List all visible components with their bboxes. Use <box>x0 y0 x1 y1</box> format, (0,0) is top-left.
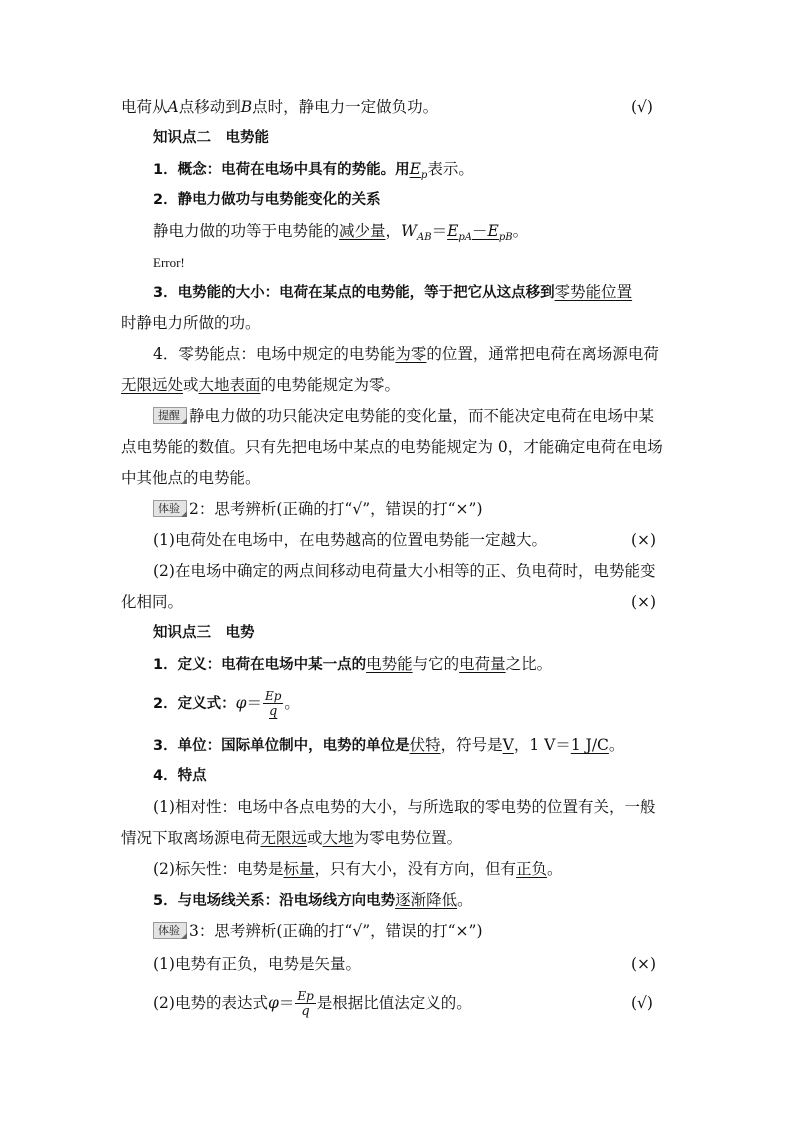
paragraph-line <box>153 858 563 880</box>
text: 的电势能规定为零。 <box>260 376 401 394</box>
underlined-answer: 电荷量 <box>459 655 506 673</box>
formula-line <box>153 220 528 249</box>
note-line <box>153 405 654 427</box>
underlined-answer: 正负 <box>516 860 548 878</box>
text: ＝ <box>278 994 295 1012</box>
exercise-item: (1)电势有正负，电势是矢量。 <box>153 955 361 973</box>
underlined-answer: 零势能位置 <box>554 283 633 301</box>
ep-symbol: $E_p$ <box>409 160 428 181</box>
subscript: AB <box>416 232 432 243</box>
text: ， <box>385 222 402 240</box>
answer-mark: (×) <box>631 593 657 611</box>
paragraph-line <box>153 281 632 304</box>
underlined-answer: 标量 <box>283 860 315 878</box>
text: 1．定义：电荷在电场中某一点的 <box>153 657 367 673</box>
exercise-item <box>153 988 472 1020</box>
note-line: 点电势能的数值。只有先把电场中某点的电势能规定为 0，才能确定电荷在电场 <box>121 438 663 456</box>
text: 的位置，通常把电荷在离场源电荷 <box>426 345 659 363</box>
text: 之比。 <box>505 655 553 673</box>
underlined-answer: 无限远 <box>260 829 308 847</box>
text: 3：思考辨析(正确的打“√”，错误的打“×”) <box>189 922 483 940</box>
w-symbol: W <box>401 222 417 240</box>
note-line: 中其他点的电势能。 <box>121 469 261 487</box>
underlined-answer: 无限远处 <box>121 376 184 394</box>
text: 。 <box>608 736 625 754</box>
text: (2)标矢性：电势是 <box>153 860 284 878</box>
text: ＝ <box>431 222 448 240</box>
underlined-answer: 大地表面 <box>198 376 261 394</box>
text: 为零电势位置。 <box>353 829 463 847</box>
underlined-answer: 大地 <box>322 829 354 847</box>
text: 是根据比值法定义的。 <box>316 994 472 1012</box>
text: 4．零势能点：电场中规定的电势能 <box>153 345 396 363</box>
phi-symbol: φ <box>235 694 247 712</box>
text: 。 <box>512 222 529 240</box>
text: (2)电势的表达式 <box>153 994 268 1012</box>
paragraph-line <box>121 374 400 396</box>
statement-line <box>121 96 438 118</box>
text: 静电力做的功只能决定电势能的变化量，而不能决定电荷在电场中某 <box>189 407 655 425</box>
point-a: A <box>167 98 179 116</box>
underlined-answer: V <box>502 736 514 754</box>
error-text: Error! <box>153 255 185 270</box>
fraction: $\frac{Ep}{q}$ <box>264 688 282 719</box>
formula-line <box>153 688 300 720</box>
exercise-heading <box>153 920 483 942</box>
underlined-answer: 减少量 <box>339 222 386 240</box>
point-b: B <box>240 98 253 116</box>
text: ，只有大小，没有方向，但有 <box>314 860 516 878</box>
paragraph-line: (1)相对性：电场中各点电势的大小，与所选取的零电势的位置有关，一般 <box>153 798 656 816</box>
underlined-answer: 逐渐降低 <box>395 891 458 909</box>
phi-symbol: φ <box>267 994 279 1012</box>
text: 3．单位：国际单位制中，电势的单位是 <box>153 738 410 754</box>
answer-mark: (×) <box>631 955 657 973</box>
definition-line <box>153 653 552 676</box>
text: ，符号是 <box>440 736 503 754</box>
formula-answer: $E_{pA}-E_{pB}$ <box>447 222 513 243</box>
underlined-answer: 伏特 <box>409 736 441 754</box>
paragraph-line <box>153 343 659 365</box>
section-heading: 知识点二 电势能 <box>153 130 269 146</box>
paragraph-line <box>153 889 473 912</box>
text: ＝ <box>246 694 262 712</box>
text: 2．定义式： <box>153 696 236 712</box>
answer-mark: (√) <box>631 994 653 1012</box>
experience-tag: 体验 <box>153 500 187 517</box>
text: 。 <box>547 860 563 878</box>
underlined-answer: 电势能 <box>366 655 413 673</box>
underlined-answer: 为零 <box>395 345 427 363</box>
text: 点时，静电力一定做负功。 <box>252 98 439 116</box>
text: 静电力做的功等于电势能的 <box>153 222 340 240</box>
unit-line <box>153 734 624 757</box>
exercise-item: (1)电荷处在电场中，在电势越高的位置电势能一定越大。 <box>153 531 547 549</box>
underlined-answer: 1 J/C <box>570 736 609 754</box>
text: ，1 V＝ <box>513 736 571 754</box>
text: 5．与电场线关系：沿电场线方向电势 <box>153 893 396 909</box>
text: 情况下取离场源电荷 <box>121 829 261 847</box>
text: 3．电势能的大小：电荷在某点的电势能，等于把它从这点移到 <box>153 285 555 301</box>
concept-line <box>153 158 474 187</box>
section-heading: 知识点三 电势 <box>153 625 255 641</box>
text: 。 <box>284 694 300 712</box>
experience-tag: 体验 <box>153 922 187 939</box>
exercise-heading <box>153 498 483 520</box>
subheading: 2．静电力做功与电势能变化的关系 <box>153 192 381 208</box>
text: 或 <box>183 376 199 394</box>
text: 1．概念：电荷在电场中具有的势能。用 <box>153 162 410 178</box>
answer-mark: (×) <box>631 531 657 549</box>
paragraph-line <box>121 827 462 849</box>
reminder-tag: 提醒 <box>153 407 187 424</box>
fraction: $\frac{Ep}{q}$ <box>297 988 314 1019</box>
text: 电荷从 <box>121 98 168 116</box>
answer-mark: (√) <box>631 98 653 116</box>
exercise-item: 化相同。 <box>121 593 184 611</box>
paragraph-line: 时静电力所做的功。 <box>121 314 261 332</box>
text: 与它的 <box>412 655 460 673</box>
exercise-item: (2)在电场中确定的两点间移动电荷量大小相等的正、负电荷时，电势能变 <box>153 562 656 580</box>
text: 。 <box>457 891 473 909</box>
text: 2：思考辨析(正确的打“√”，错误的打“×”) <box>189 500 483 518</box>
text: 或 <box>307 829 323 847</box>
text: 表示。 <box>427 160 474 178</box>
text: 点移动到 <box>178 98 241 116</box>
subheading: 4．特点 <box>153 768 207 784</box>
